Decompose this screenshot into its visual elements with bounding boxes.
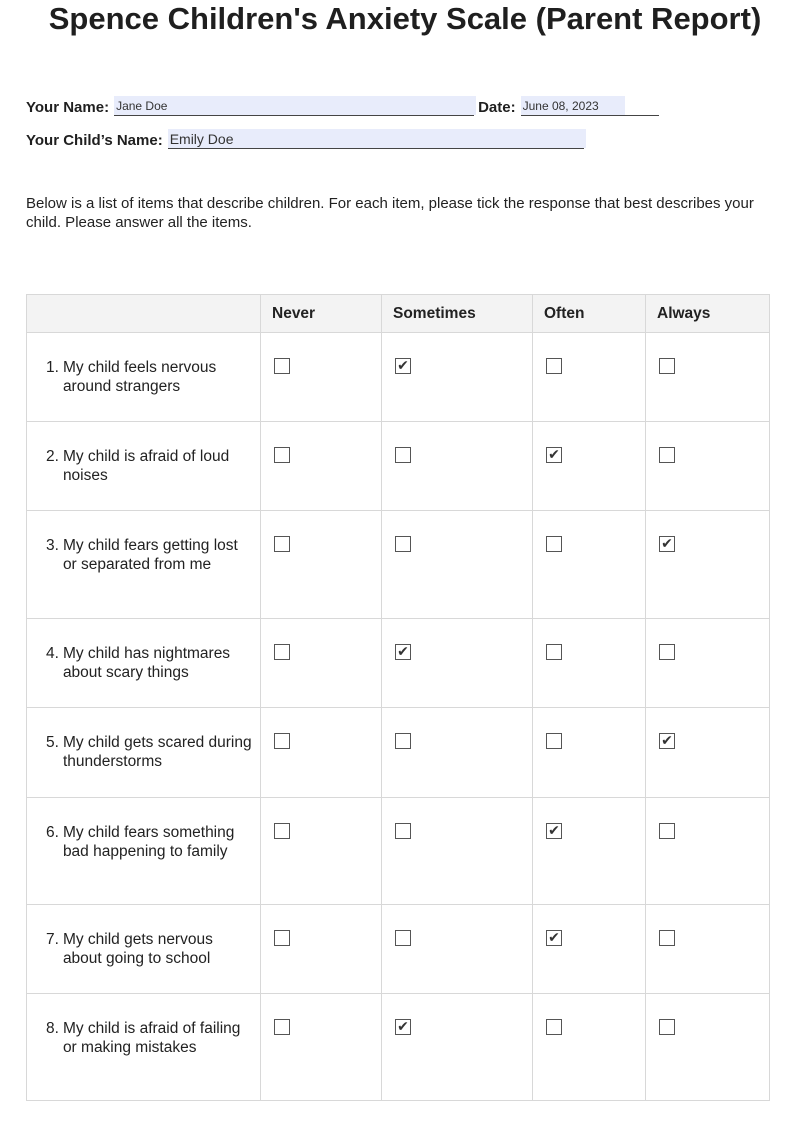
question-cell: [27, 798, 261, 905]
date-field[interactable]: [521, 96, 659, 116]
table-row: [27, 619, 770, 708]
name-date-row: [26, 96, 659, 116]
table-row: [27, 905, 770, 994]
checkbox-sometimes[interactable]: [395, 1019, 411, 1035]
table-row: [27, 994, 770, 1101]
option-cell-always: [646, 422, 770, 511]
checkmark-icon: ✔: [661, 536, 673, 552]
date-label: Date:: [478, 99, 516, 116]
header-never: Never: [261, 295, 382, 333]
checkbox-sometimes[interactable]: [395, 823, 411, 839]
child-name-row: [26, 129, 584, 149]
checkbox-often[interactable]: [546, 358, 562, 374]
table-row: [27, 422, 770, 511]
header-often: Often: [533, 295, 646, 333]
option-cell-often: [533, 511, 646, 619]
child-name-field[interactable]: [168, 129, 584, 149]
question-text: My child is afraid of loud noises: [62, 448, 230, 484]
option-cell-always: [646, 619, 770, 708]
checkbox-always[interactable]: [659, 536, 675, 552]
checkbox-always[interactable]: [659, 447, 675, 463]
checkbox-never[interactable]: [274, 358, 290, 374]
question-number: 1.: [46, 359, 59, 376]
checkbox-never[interactable]: [274, 823, 290, 839]
option-cell-sometimes: [382, 511, 533, 619]
option-cell-sometimes: [382, 994, 533, 1101]
table-row: [27, 333, 770, 422]
header-sometimes: Sometimes: [382, 295, 533, 333]
question-number: 8.: [46, 1020, 59, 1037]
checkbox-never[interactable]: [274, 447, 290, 463]
checkbox-sometimes[interactable]: [395, 930, 411, 946]
checkbox-never[interactable]: [274, 644, 290, 660]
question-number: 7.: [46, 931, 59, 948]
page-title: Spence Children's Anxiety Scale (Parent Report): [48, 1, 762, 36]
your-name-value: Jane Doe: [114, 96, 476, 115]
option-cell-never: [261, 708, 382, 798]
checkbox-often[interactable]: [546, 1019, 562, 1035]
question-cell: [27, 708, 261, 798]
checkbox-often[interactable]: [546, 823, 562, 839]
child-name-label: Your Child’s Name:: [26, 132, 163, 149]
option-cell-sometimes: [382, 422, 533, 511]
checkbox-never[interactable]: [274, 733, 290, 749]
option-cell-often: [533, 422, 646, 511]
question-number: 6.: [46, 824, 59, 841]
checkmark-icon: ✔: [397, 358, 409, 374]
option-cell-never: [261, 619, 382, 708]
checkmark-icon: ✔: [548, 930, 560, 946]
option-cell-always: [646, 511, 770, 619]
checkbox-often[interactable]: [546, 930, 562, 946]
option-cell-sometimes: [382, 798, 533, 905]
question-text: My child has nightmares about scary things: [62, 645, 231, 681]
header-always: Always: [646, 295, 770, 333]
option-cell-often: [533, 333, 646, 422]
checkmark-icon: ✔: [548, 823, 560, 839]
checkbox-never[interactable]: [274, 1019, 290, 1035]
option-cell-sometimes: [382, 905, 533, 994]
option-cell-never: [261, 994, 382, 1101]
table-row: [27, 511, 770, 619]
header-item-column: [27, 295, 261, 333]
date-value: June 08, 2023: [521, 96, 625, 115]
checkbox-always[interactable]: [659, 644, 675, 660]
checkbox-never[interactable]: [274, 930, 290, 946]
option-cell-always: [646, 708, 770, 798]
checkmark-icon: ✔: [548, 447, 560, 463]
question-number: 4.: [46, 645, 59, 662]
option-cell-always: [646, 333, 770, 422]
question-number: 5.: [46, 734, 59, 751]
checkmark-icon: ✔: [661, 733, 673, 749]
your-name-label: Your Name:: [26, 99, 110, 116]
child-name-value: Emily Doe: [168, 129, 586, 148]
option-cell-often: [533, 994, 646, 1101]
question-text: My child feels nervous around strangers: [62, 359, 217, 395]
question-cell: [27, 994, 261, 1101]
checkbox-sometimes[interactable]: [395, 733, 411, 749]
checkbox-often[interactable]: [546, 644, 562, 660]
checkbox-always[interactable]: [659, 1019, 675, 1035]
checkmark-icon: ✔: [397, 1019, 409, 1035]
question-cell: [27, 422, 261, 511]
table-row: [27, 708, 770, 798]
option-cell-sometimes: [382, 708, 533, 798]
table-header-row: [27, 295, 770, 333]
question-number: 2.: [46, 448, 59, 465]
checkmark-icon: ✔: [397, 644, 409, 660]
checkbox-sometimes[interactable]: [395, 644, 411, 660]
question-text: My child gets nervous about going to school: [62, 931, 213, 967]
question-text: My child fears getting lost or separated from me: [62, 537, 238, 573]
question-cell: [27, 511, 261, 619]
checkbox-sometimes[interactable]: [395, 358, 411, 374]
checkbox-often[interactable]: [546, 733, 562, 749]
checkbox-always[interactable]: [659, 358, 675, 374]
question-text: My child is afraid of failing or making mistakes: [62, 1020, 241, 1056]
checkbox-always[interactable]: [659, 733, 675, 749]
question-text: My child gets scared during thunderstorms: [62, 734, 252, 770]
question-cell: [27, 619, 261, 708]
option-cell-often: [533, 619, 646, 708]
option-cell-always: [646, 905, 770, 994]
instructions-text: Below is a list of items that describe children. For each item, please tick the response that best describes your child. Please answer all the items.: [26, 195, 754, 231]
checkbox-sometimes[interactable]: [395, 447, 411, 463]
checkbox-always[interactable]: [659, 823, 675, 839]
checkbox-always[interactable]: [659, 930, 675, 946]
option-cell-never: [261, 905, 382, 994]
option-cell-always: [646, 994, 770, 1101]
option-cell-never: [261, 422, 382, 511]
question-number: 3.: [46, 537, 59, 554]
option-cell-sometimes: [382, 333, 533, 422]
checkbox-sometimes[interactable]: [395, 536, 411, 552]
option-cell-never: [261, 511, 382, 619]
checkbox-often[interactable]: [546, 447, 562, 463]
question-cell: [27, 905, 261, 994]
option-cell-often: [533, 708, 646, 798]
option-cell-often: [533, 798, 646, 905]
table-body: [27, 333, 770, 1101]
checkbox-often[interactable]: [546, 536, 562, 552]
question-cell: [27, 333, 261, 422]
question-text: My child fears something bad happening to family: [62, 824, 235, 860]
your-name-field[interactable]: [114, 96, 474, 116]
option-cell-always: [646, 798, 770, 905]
option-cell-sometimes: [382, 619, 533, 708]
option-cell-never: [261, 798, 382, 905]
anxiety-scale-table: [26, 294, 770, 1101]
table-row: [27, 798, 770, 905]
option-cell-often: [533, 905, 646, 994]
checkbox-never[interactable]: [274, 536, 290, 552]
option-cell-never: [261, 333, 382, 422]
